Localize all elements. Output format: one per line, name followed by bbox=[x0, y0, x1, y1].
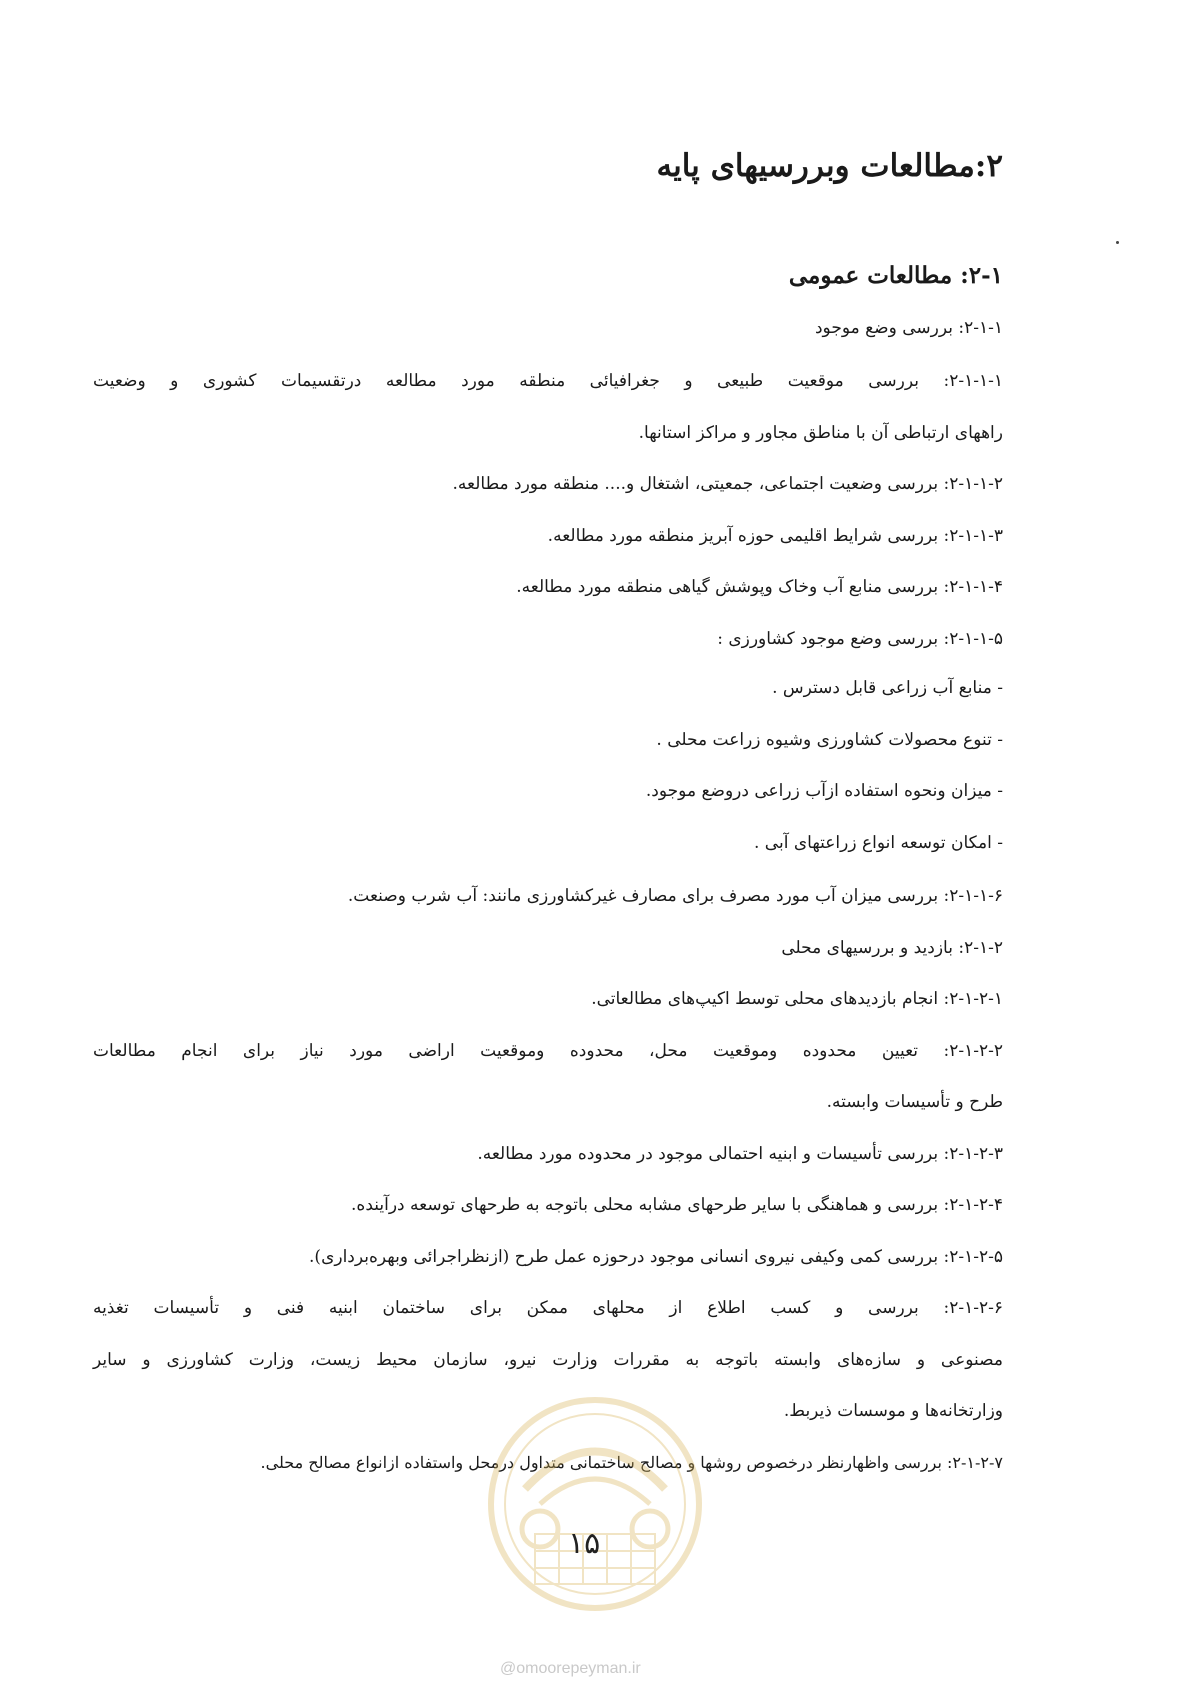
chapter-title: ۲:مطالعات وبررسیهای پایه bbox=[656, 148, 1003, 184]
item-2-1-2-5: ۲-۱-۲-۵: بررسی کمی وکیفی نیروی انسانی موجود درحوزه عمل طرح (ازنظراجرائی وبهره‌برداری). bbox=[309, 1247, 1003, 1267]
item-2-1-2-6-continued: مصنوعی و سازه‌های وابسته باتوجه به مقررات وزارت نیرو، سازمان محیط زیست، وزارت کشاورزی و سایر bbox=[93, 1350, 1003, 1370]
bullet-item: - امکان توسعه انواع زراعتهای آبی . bbox=[754, 833, 1003, 853]
item-2-1-2-7: ۲-۱-۲-۷: بررسی واظهارنظر درخصوص روشها و مصالح ساختمانی متداول درمحل واستفاده ازانواع مصالح محلی. bbox=[260, 1453, 1003, 1472]
item-2-1-1-5: ۲-۱-۱-۵: بررسی وضع موجود کشاورزی : bbox=[717, 629, 1003, 649]
item-2-1-1-1: ۲-۱-۱-۱: بررسی موقعیت طبیعی و جغرافیائی منطقه مورد مطالعه درتقسیمات کشوری و وضعیت bbox=[93, 371, 1003, 391]
item-2-1-2-2-continued: طرح و تأسیسات وابسته. bbox=[826, 1092, 1003, 1112]
item-2-1-2-4: ۲-۱-۲-۴: بررسی و هماهنگی با سایر طرحهای مشابه محلی باتوجه به طرحهای توسعه درآینده. bbox=[351, 1195, 1003, 1215]
section-title: ۲-۱: مطالعات عمومی bbox=[788, 262, 1003, 289]
bullet-item: - تنوع محصولات کشاورزی وشیوه زراعت محلی . bbox=[656, 730, 1003, 750]
item-2-1-1-4: ۲-۱-۱-۴: بررسی منابع آب وخاک وپوشش گیاهی منطقه مورد مطالعه. bbox=[516, 577, 1003, 597]
item-2-1-1-2: ۲-۱-۱-۲: بررسی وضعیت اجتماعی، جمعیتی، اشتغال و.... منطقه مورد مطالعه. bbox=[452, 474, 1003, 494]
item-2-1-2-1: ۲-۱-۲-۱: انجام بازدیدهای محلی توسط اکیپ‌های مطالعاتی. bbox=[591, 989, 1003, 1009]
item-2-1-2-2: ۲-۱-۲-۲: تعیین محدوده وموقعیت محل، محدوده وموقعیت اراضی مورد نیاز برای انجام مطالعات bbox=[93, 1041, 1003, 1061]
heading-2-1-1: ۲-۱-۱: بررسی وضع موجود bbox=[814, 318, 1003, 338]
item-2-1-1-6: ۲-۱-۱-۶: بررسی میزان آب مورد مصرف برای مصارف غیرکشاورزی مانند: آب شرب وصنعت. bbox=[347, 886, 1003, 906]
watermark-logo bbox=[485, 1394, 705, 1614]
item-2-1-2-3: ۲-۱-۲-۳: بررسی تأسیسات و ابنیه احتمالی موجود در محدوده مورد مطالعه. bbox=[477, 1144, 1003, 1164]
item-2-1-2-6-continued-2: وزارتخانه‌ها و موسسات ذیربط. bbox=[783, 1401, 1003, 1421]
heading-2-1-2: ۲-۱-۲: بازدید و بررسیهای محلی bbox=[781, 938, 1003, 958]
bullet-item: - میزان ونحوه استفاده ازآب زراعی دروضع موجود. bbox=[645, 781, 1003, 801]
page-number: ۱۵ bbox=[568, 1526, 601, 1561]
item-2-1-1-1-continued: راههای ارتباطی آن با مناطق مجاور و مراکز استانها. bbox=[638, 423, 1003, 443]
item-2-1-2-6: ۲-۱-۲-۶: بررسی و کسب اطلاع از محلهای ممکن برای ساختمان ابنیه فنی و تأسیسات تغذیه bbox=[93, 1298, 1003, 1318]
item-2-1-1-3: ۲-۱-۱-۳: بررسی شرایط اقلیمی حوزه آبریز منطقه مورد مطالعه. bbox=[547, 526, 1003, 546]
stray-dot bbox=[1116, 241, 1119, 244]
footer-website: @omoorepeyman.ir bbox=[500, 1660, 641, 1677]
bullet-item: - منابع آب زراعی قابل دسترس . bbox=[772, 678, 1003, 698]
